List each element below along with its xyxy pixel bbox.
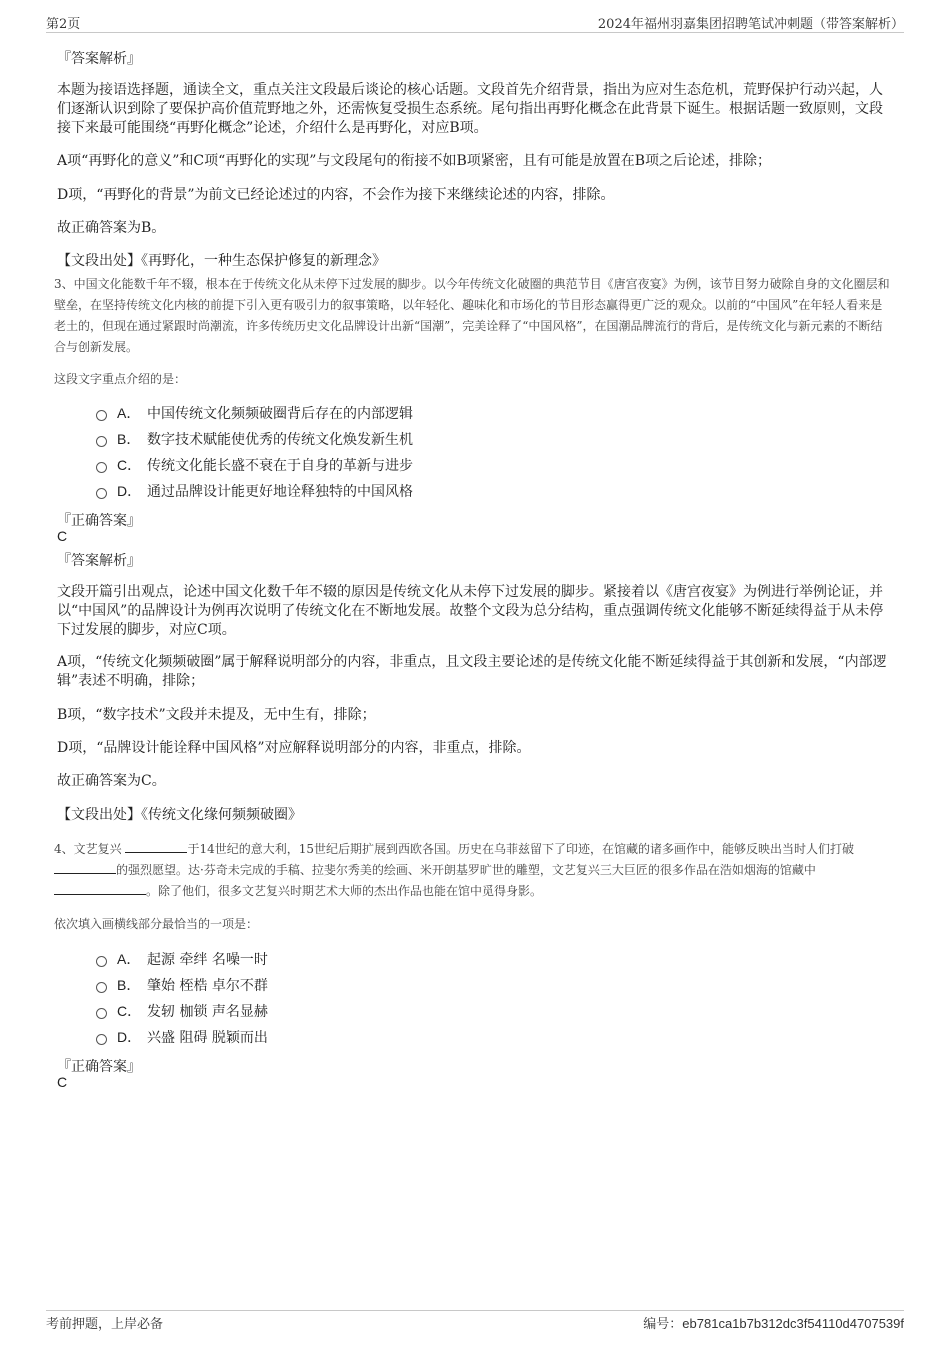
radio-icon[interactable] — [96, 436, 107, 447]
q4-option-a[interactable] — [96, 949, 268, 969]
q3-prompt: 这段文字重点介绍的是： — [54, 372, 187, 386]
q3-analysis-para-2: A项，“传统文化频频破圈”属于解释说明部分的内容，非重点，且文段主要论述的是传统文化能不断延续得益于其创新和发展，“内部逻辑”表述不明确，排除； — [57, 654, 887, 689]
q4-correct-answer: C — [57, 1074, 68, 1090]
q3-option-c[interactable] — [96, 455, 413, 475]
fill-blank-1 — [125, 840, 187, 853]
radio-icon[interactable] — [96, 462, 107, 473]
fill-blank-3 — [54, 882, 146, 895]
option-text: 起源 牵绊 名噪一时 — [147, 952, 268, 968]
page-footer — [46, 1310, 904, 1333]
q3-option-a[interactable] — [96, 403, 413, 423]
q3-analysis-para-4: D项，“品牌设计能诠释中国风格”对应解释说明部分的内容，非重点，排除。 — [57, 740, 531, 756]
option-letter: C． — [117, 1003, 142, 1019]
option-text: 肇始 桎梏 卓尔不群 — [147, 978, 268, 994]
q2-analysis-para-2: A项“再野化的意义”和C项“再野化的实现”与文段尾句的衔接不如B项紧密，且有可能是放置在B项之后论述，排除； — [57, 153, 772, 169]
radio-icon[interactable] — [96, 956, 107, 967]
option-letter: A． — [117, 405, 141, 421]
page-number: 第2页 — [46, 16, 81, 32]
radio-icon[interactable] — [96, 982, 107, 993]
q3-correct-answer: C — [57, 528, 68, 544]
q4-correct-heading: 『正确答案』 — [57, 1059, 141, 1075]
q4-text-part: 于14世纪的意大利，15世纪后期扩展到西欧各国。历史在乌菲兹留下了印迹，在馆藏的诸多画作中，能够反映出当时人们打破 — [187, 842, 854, 856]
option-text: 发轫 枷锁 声名显赫 — [147, 1004, 268, 1020]
q4-option-c[interactable] — [96, 1001, 268, 1021]
q4-text-part: 。除了他们，很多文艺复兴时期艺术大师的杰出作品也能在馆中觅得身影。 — [146, 884, 543, 898]
q2-source: 【文段出处】《再野化，一种生态保护修复的新理念》 — [57, 253, 386, 269]
option-text: 中国传统文化频频破圈背后存在的内部逻辑 — [147, 406, 413, 422]
q2-analysis-heading: 『答案解析』 — [57, 51, 141, 67]
q3-analysis-heading: 『答案解析』 — [57, 553, 141, 569]
q2-analysis-para-1: 本题为接语选择题，通读全文，重点关注文段最后谈论的核心话题。文段首先介绍背景，指出为应对生态危机，荒野保护行动兴起，人们逐渐认识到除了要保护高价值荒野地之外，还需恢复受损生态系统。尾句指出再野化概念在此背景下诞生。根据话题一致原则，文段接下来最可能围绕“再野化概念”论述，介绍什么是再野化，对应B项。 — [57, 82, 883, 136]
footer-slogan: 考前押题，上岸必备 — [46, 1316, 164, 1332]
q2-analysis-para-3: D项，“再野化的背景”为前文已经论述过的内容，不会作为接下来继续论述的内容，排除。 — [57, 187, 615, 203]
document-code — [643, 1313, 904, 1332]
document-code-label: 编号： — [643, 1316, 683, 1332]
option-letter: C． — [117, 457, 142, 473]
q2-analysis-para-4: 故正确答案为B。 — [57, 220, 166, 236]
q4-question-text — [54, 839, 894, 902]
radio-icon[interactable] — [96, 1034, 107, 1045]
radio-icon[interactable] — [96, 410, 107, 421]
option-letter: D． — [117, 483, 142, 499]
q4-text-part: 4、文艺复兴 — [54, 842, 126, 856]
document-code-value: eb781ca1b7b312dc3f54110d4707539f — [682, 1315, 904, 1331]
q3-analysis-para-1: 文段开篇引出观点，论述中国文化数千年不辍的原因是传统文化从未停下过发展的脚步。紧接着以《唐宫夜宴》为例进行举例论证，并以“中国风”的品牌设计为例再次说明了传统文化在不断地发展。故整个文段为总分结构，重点强调传统文化能够不断延续得益于从未停下过发展的脚步，对应C项。 — [57, 584, 884, 638]
q3-option-d[interactable] — [96, 481, 413, 501]
q3-option-b[interactable] — [96, 429, 413, 449]
q4-text-part: 的强烈愿望。达·芬奇未完成的手稿、拉斐尔秀美的绘画、米开朗基罗旷世的雕塑，文艺复兴三大巨匠的很多作品在浩如烟海的馆藏中 — [116, 863, 816, 877]
q4-prompt: 依次填入画横线部分最恰当的一项是： — [54, 917, 259, 931]
option-letter: D． — [117, 1029, 142, 1045]
q4-option-d[interactable] — [96, 1027, 268, 1047]
page-header — [46, 12, 904, 33]
fill-blank-2 — [54, 861, 116, 874]
option-text: 传统文化能长盛不衰在于自身的革新与进步 — [147, 458, 413, 474]
option-text: 数字技术赋能使优秀的传统文化焕发新生机 — [147, 432, 413, 448]
option-letter: B． — [117, 977, 141, 993]
radio-icon[interactable] — [96, 1008, 107, 1019]
option-letter: A． — [117, 951, 141, 967]
q3-source: 【文段出处】《传统文化缘何频频破圈》 — [57, 807, 302, 823]
option-text: 通过品牌设计能更好地诠释独特的中国风格 — [147, 484, 413, 500]
q3-correct-heading: 『正确答案』 — [57, 513, 141, 529]
option-letter: B． — [117, 431, 141, 447]
q3-analysis-para-5: 故正确答案为C。 — [57, 773, 166, 789]
option-text: 兴盛 阻碍 脱颖而出 — [147, 1030, 268, 1046]
q3-analysis-para-3: B项，“数字技术”文段并未提及，无中生有，排除； — [57, 707, 376, 723]
q3-question-text: 3、中国文化能数千年不辍，根本在于传统文化从未停下过发展的脚步。以今年传统文化破圈的典范节目《唐宫夜宴》为例，该节目努力破除自身的文化圈层和壁垒，在坚持传统文化内核的前提下引入更有吸引力的叙事策略，以年轻化、趣味化和市场化的节目形态赢得更广泛的观众。以前的“中国风”在年轻人看来是老土的，但现在通过紧跟时尚潮流，许多传统历史文化品牌设计出新“国潮”，完美诠释了“中国风格”，在国潮品牌流行的背后，是传统文化与新元素的不断结合与创新发展。 — [54, 277, 890, 354]
q4-option-b[interactable] — [96, 975, 268, 995]
radio-icon[interactable] — [96, 488, 107, 499]
document-title: 2024年福州羽嘉集团招聘笔试冲刺题（带答案解析） — [597, 16, 904, 32]
